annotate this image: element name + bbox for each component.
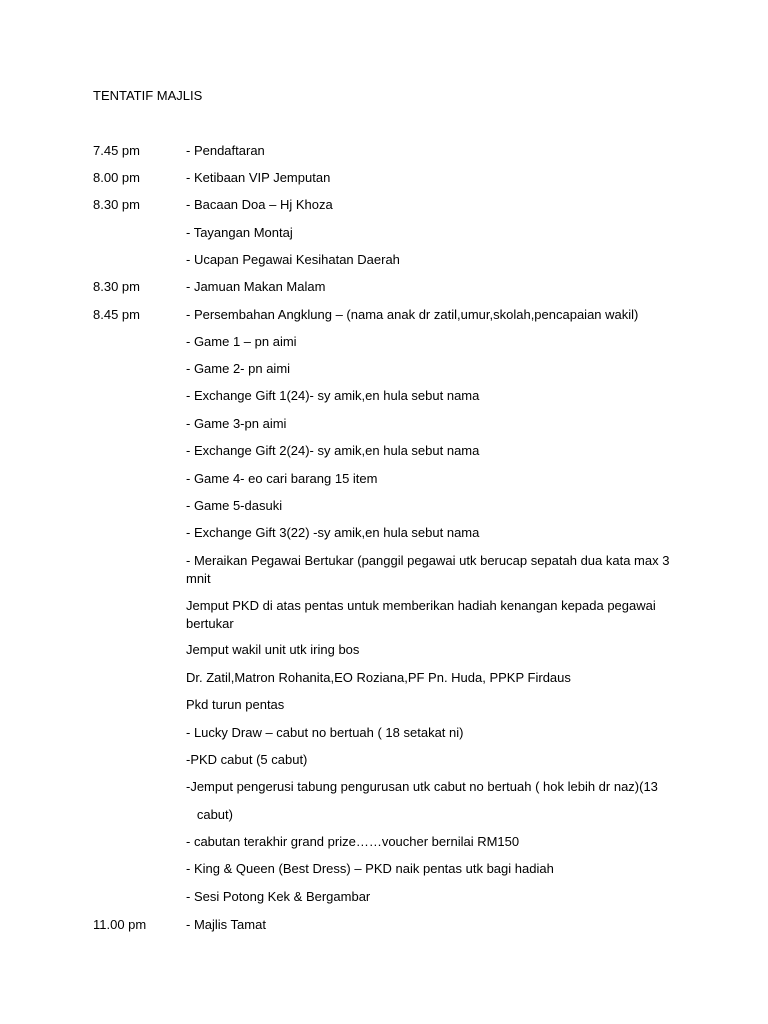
- time-label: 11.00 pm: [93, 917, 147, 932]
- agenda-item: - Persembahan Angklung – (nama anak dr zatil,umur,skolah,pencapaian wakil): [186, 307, 639, 322]
- agenda-item: Jemput wakil unit utk iring bos: [186, 642, 360, 657]
- agenda-item: Jemput PKD di atas pentas untuk memberikan hadiah kenangan kepada pegawai bertukar: [186, 598, 656, 631]
- agenda-item: - Game 4- eo cari barang 15 item: [186, 471, 378, 486]
- time-label: 8.45 pm: [93, 307, 140, 322]
- agenda-item: - Game 3-pn aimi: [186, 416, 287, 431]
- agenda-item: - Exchange Gift 3(22) -sy amik,en hula sebut nama: [186, 525, 480, 540]
- agenda-item: - Jamuan Makan Malam: [186, 279, 326, 294]
- agenda-item: -PKD cabut (5 cabut): [186, 752, 308, 767]
- agenda-item: - Ketibaan VIP Jemputan: [186, 170, 331, 185]
- agenda-item: - Exchange Gift 2(24)- sy amik,en hula sebut nama: [186, 443, 480, 458]
- agenda-item: - Pendaftaran: [186, 143, 265, 158]
- agenda-item: - Tayangan Montaj: [186, 225, 293, 240]
- document-title: TENTATIF MAJLIS: [93, 88, 203, 103]
- agenda-item: - Sesi Potong Kek & Bergambar: [186, 889, 371, 904]
- time-label: 8.30 pm: [93, 197, 140, 212]
- agenda-item: - Bacaan Doa – Hj Khoza: [186, 197, 333, 212]
- agenda-item: cabut): [186, 807, 233, 822]
- agenda-item: - Game 5-dasuki: [186, 498, 283, 513]
- agenda-item: - Majlis Tamat: [186, 917, 266, 932]
- time-label: 8.30 pm: [93, 279, 140, 294]
- agenda-item: - Game 2- pn aimi: [186, 361, 291, 376]
- time-label: 7.45 pm: [93, 143, 140, 158]
- agenda-item: Dr. Zatil,Matron Rohanita,EO Roziana,PF Pn. Huda, PPKP Firdaus: [186, 670, 571, 685]
- agenda-item: - Lucky Draw – cabut no bertuah ( 18 setakat ni): [186, 725, 464, 740]
- agenda-item: - Ucapan Pegawai Kesihatan Daerah: [186, 252, 400, 267]
- agenda-item: - Game 1 – pn aimi: [186, 334, 297, 349]
- agenda-item: - Exchange Gift 1(24)- sy amik,en hula sebut nama: [186, 388, 480, 403]
- agenda-item: - King & Queen (Best Dress) – PKD naik pentas utk bagi hadiah: [186, 861, 554, 876]
- agenda-item: - Meraikan Pegawai Bertukar (panggil pegawai utk berucap sepatah dua kata max 3 mnit: [186, 553, 670, 586]
- agenda-item: -Jemput pengerusi tabung pengurusan utk cabut no bertuah ( hok lebih dr naz)(13: [186, 779, 658, 794]
- time-label: 8.00 pm: [93, 170, 140, 185]
- agenda-item: - cabutan terakhir grand prize……voucher bernilai RM150: [186, 834, 520, 849]
- agenda-item: Pkd turun pentas: [186, 697, 285, 712]
